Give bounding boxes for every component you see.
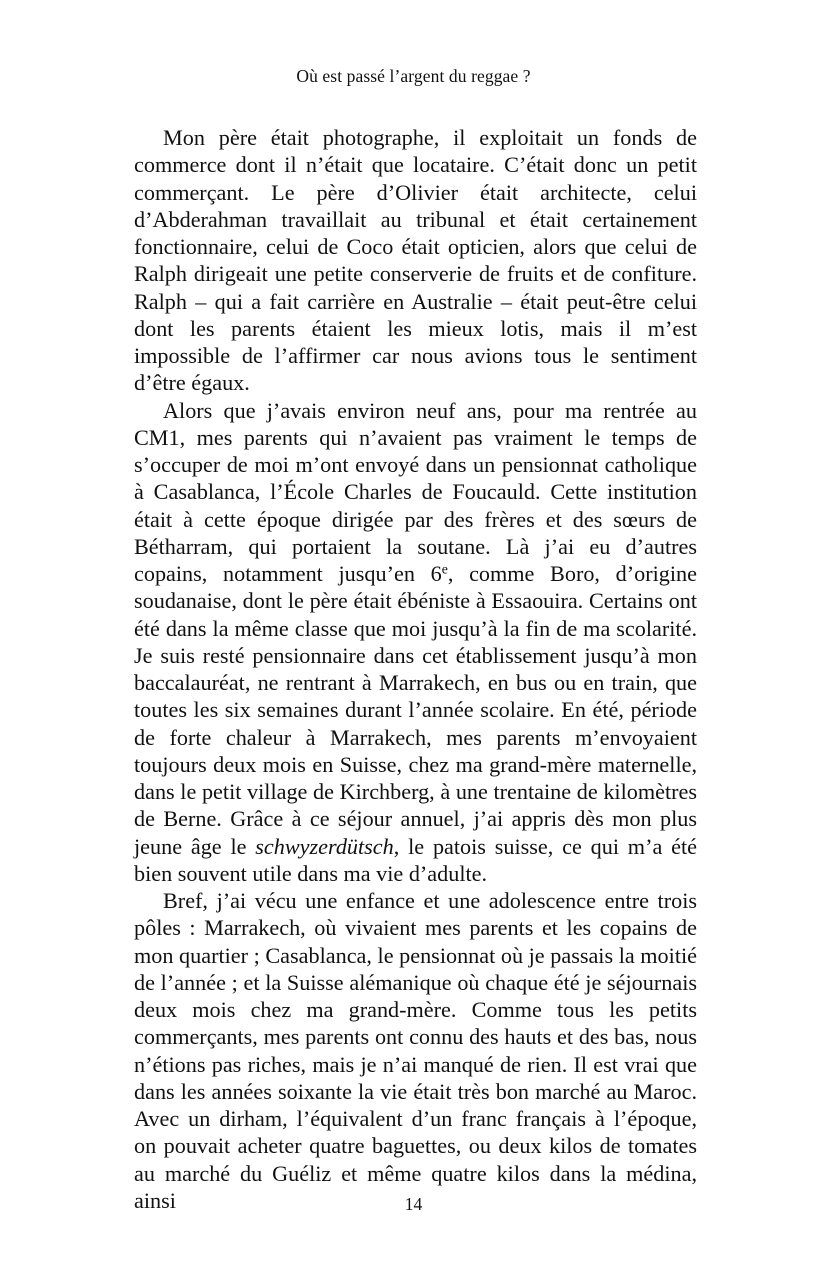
body-text <box>134 124 697 1214</box>
paragraph-2-part-c: , le patois suisse, ce qui m’a été bien souvent utile dans ma vie d’adulte. <box>134 833 697 886</box>
paragraph-2-part-a: Alors que j’avais environ neuf ans, pour ma rentrée au CM1, mes parents qui n’avaient pas vraiment le temps de s’occuper de moi m’ont envoyé dans un pensionnat catholique à Casablanca, l’École Charles de Foucauld. Cette institution était à cette époque dirigée par des frères et des sœurs de Bétharram, qui portaient la soutane. Là j’ai eu d’autres copains, notamment jusqu’en 6 <box>134 397 697 586</box>
ordinal-superscript: e <box>441 561 448 577</box>
running-head: Où est passé l’argent du reggae ? <box>296 66 531 86</box>
paragraph-3: Bref, j’ai vécu une enfance et une adolescence entre trois pôles : Marrakech, où vivaient mes parents et les copains de mon quartier ; Casablanca, le pensionnat où je passais la moitié de l’année ; et la Suisse alémanique où chaque été je séjournais deux mois chez ma grand-mère. Comme tous les petits commerçants, mes parents ont connu des hauts et des bas, nous n’étions pas riches, mais je n’ai manqué de rien. Il est vrai que dans les années soixante la vie était très bon marché au Maroc. Avec un dirham, l’équivalent d’un franc français à l’époque, on pouvait acheter quatre baguettes, ou deux kilos de tomates au marché du Guéliz et même quatre kilos dans la médina, ainsi <box>134 888 697 1213</box>
page-number: 14 <box>404 1194 423 1214</box>
paragraph-2 <box>134 397 697 888</box>
paragraph-1: Mon père était photographe, il exploitait un fonds de commerce dont il n’était que locataire. C’était donc un petit commerçant. Le père d’Olivier était architecte, celui d’Abderahman travaillait au tribunal et était certainement fonctionnaire, celui de Coco était opticien, alors que celui de Ralph dirigeait une petite conserverie de fruits et de confiture. Ralph – qui a fait carrière en Australie – était peut-être celui dont les parents étaient les mieux lotis, mais il m’est impossible de l’affirmer car nous avions tous le sentiment d’être égaux. <box>134 125 697 396</box>
paragraph-2-part-b: , comme Boro, d’origine soudanaise, dont le père était ébéniste à Essaouira. Certains ont été dans la même classe que moi jusqu’à la fin de ma scolarité. Je suis resté pensionnaire dans cet établissement jusqu’à mon baccalauréat, ne rentrant à Marrakech, en bus ou en train, que toutes les six semaines durant l’année scolaire. En été, période de forte chaleur à Marrakech, mes parents m’envoyaient toujours deux mois en Suisse, chez ma grand-mère maternelle, dans le petit village de Kirchberg, à une trentaine de kilomètres de Berne. Grâce à ce séjour annuel, j’ai appris dès mon plus jeune âge le <box>134 561 697 859</box>
italic-term: schwyzerdütsch <box>255 833 394 859</box>
